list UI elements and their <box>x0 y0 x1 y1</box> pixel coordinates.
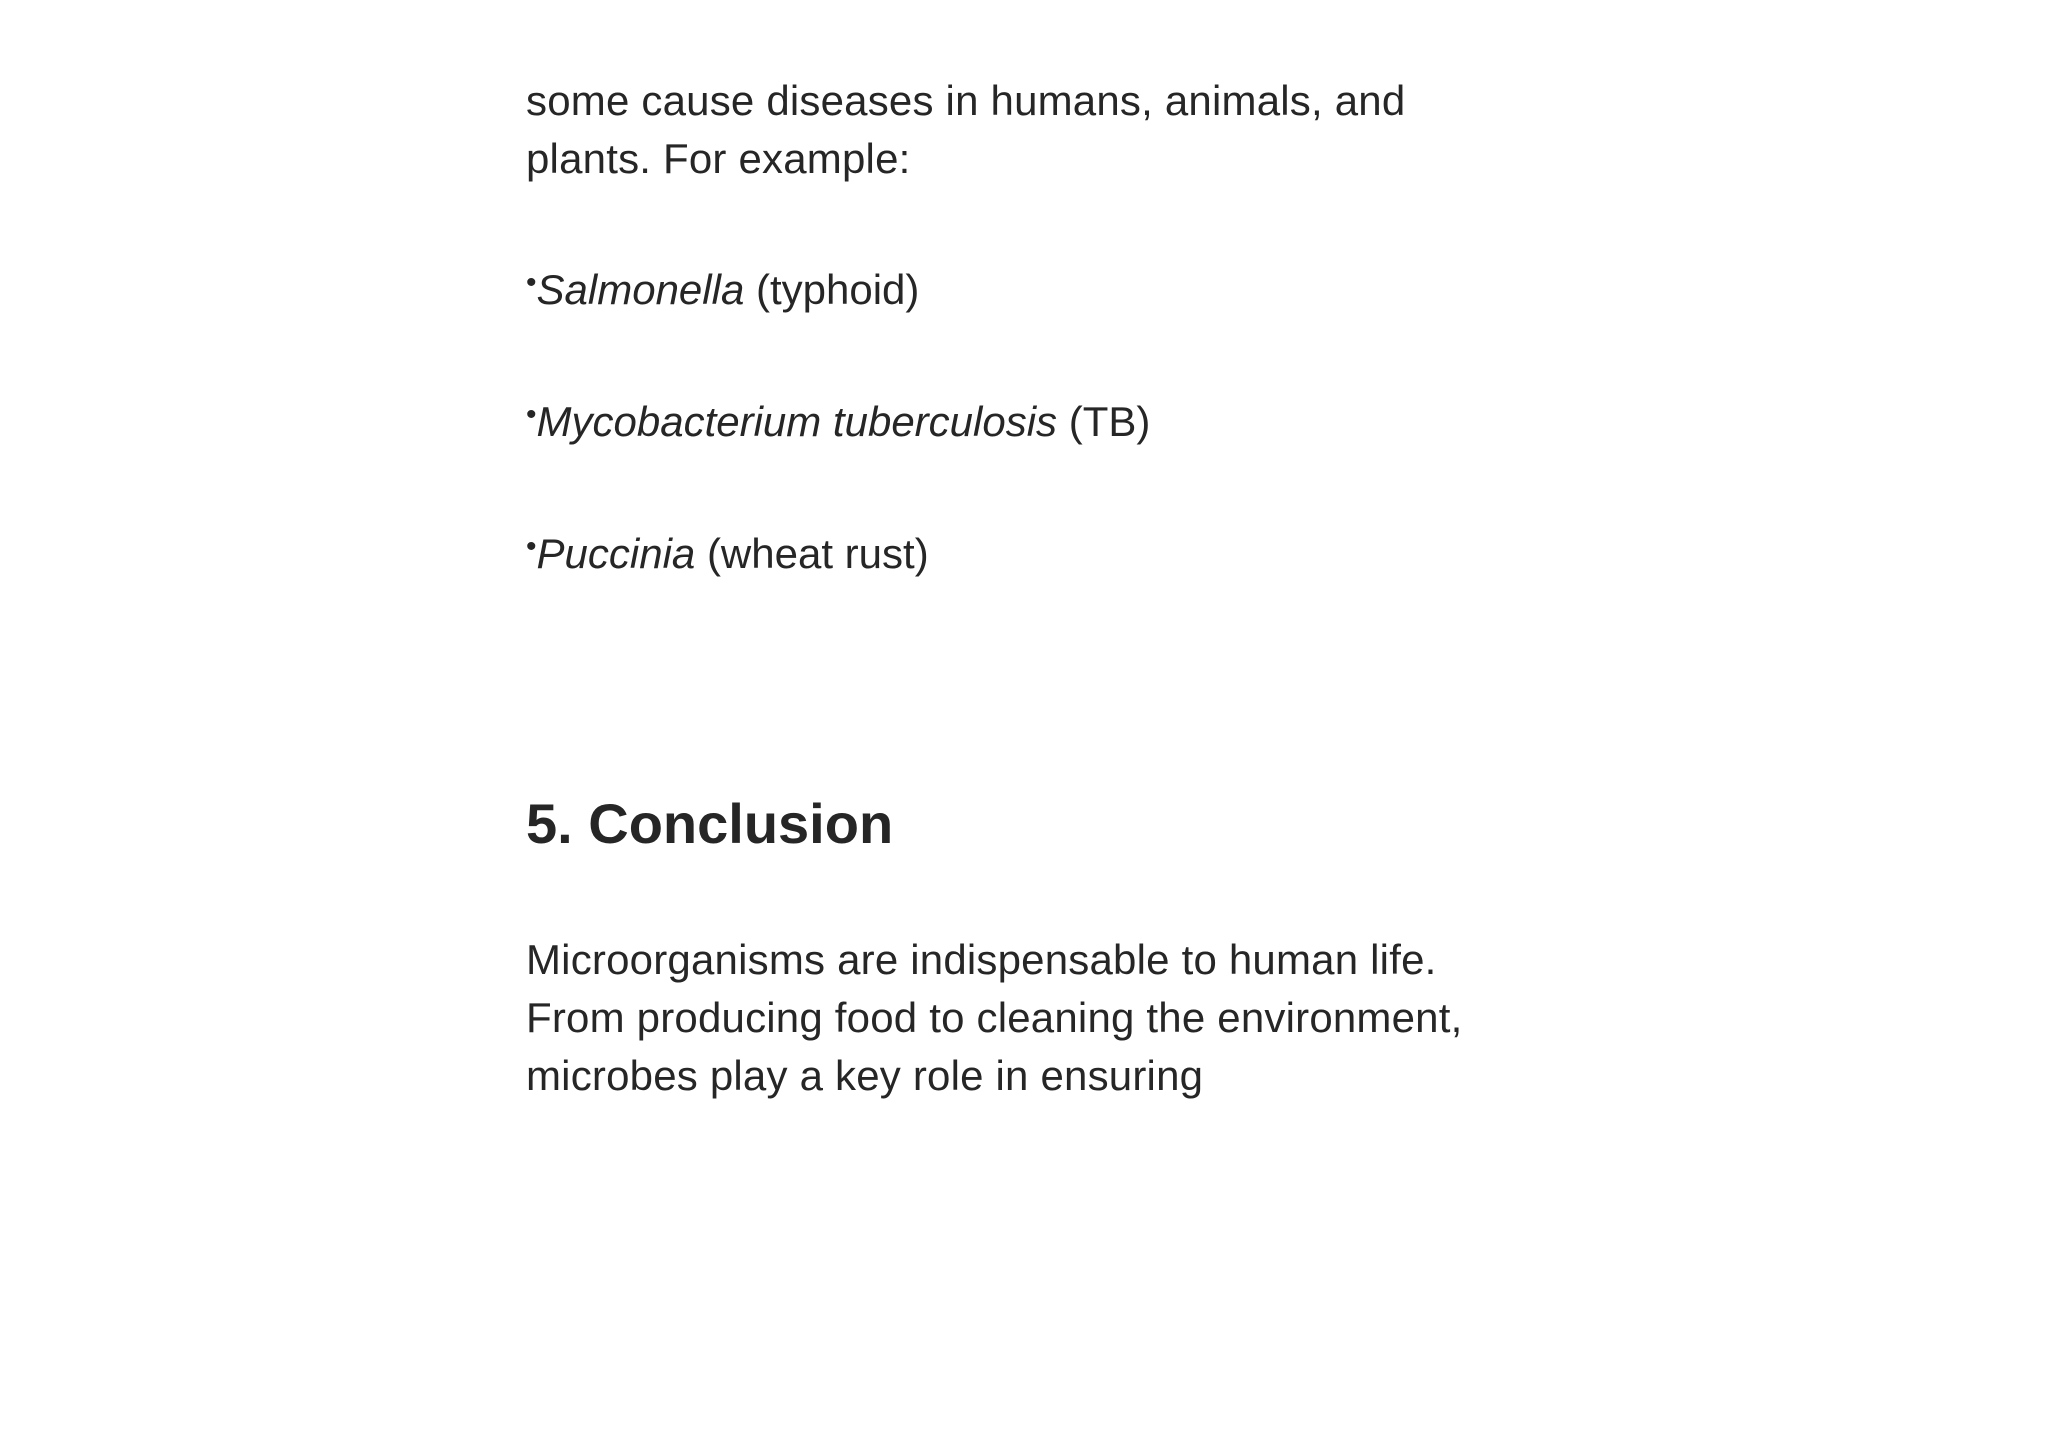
intro-line-2: plants. For example: <box>526 135 911 182</box>
list-item <box>526 518 1546 583</box>
bullet-marker: • <box>526 530 537 563</box>
conclusion-line-3: microbes play a key role in ensuring <box>526 1052 1204 1099</box>
intro-line-1: some cause diseases in humans, animals, and <box>526 77 1406 124</box>
disease-note: (typhoid) <box>744 266 920 313</box>
organism-name: Salmonella <box>536 266 745 313</box>
conclusion-paragraph <box>526 931 1546 1105</box>
intro-paragraph <box>526 72 1546 188</box>
conclusion-line-1: Microorganisms are indispensable to human life. <box>526 936 1437 983</box>
organism-name: Mycobacterium tuberculosis <box>536 398 1058 445</box>
bullet-marker: • <box>526 398 537 431</box>
document-content <box>526 72 1546 1105</box>
conclusion-line-2: From producing food to cleaning the environment, <box>526 994 1463 1041</box>
disease-note: (TB) <box>1057 398 1151 445</box>
organism-name: Puccinia <box>536 530 696 577</box>
bullet-marker: • <box>526 266 537 299</box>
list-item <box>526 386 1546 451</box>
section-heading: 5. Conclusion <box>526 792 894 855</box>
list-item <box>526 254 1546 319</box>
disease-note: (wheat rust) <box>695 530 929 577</box>
